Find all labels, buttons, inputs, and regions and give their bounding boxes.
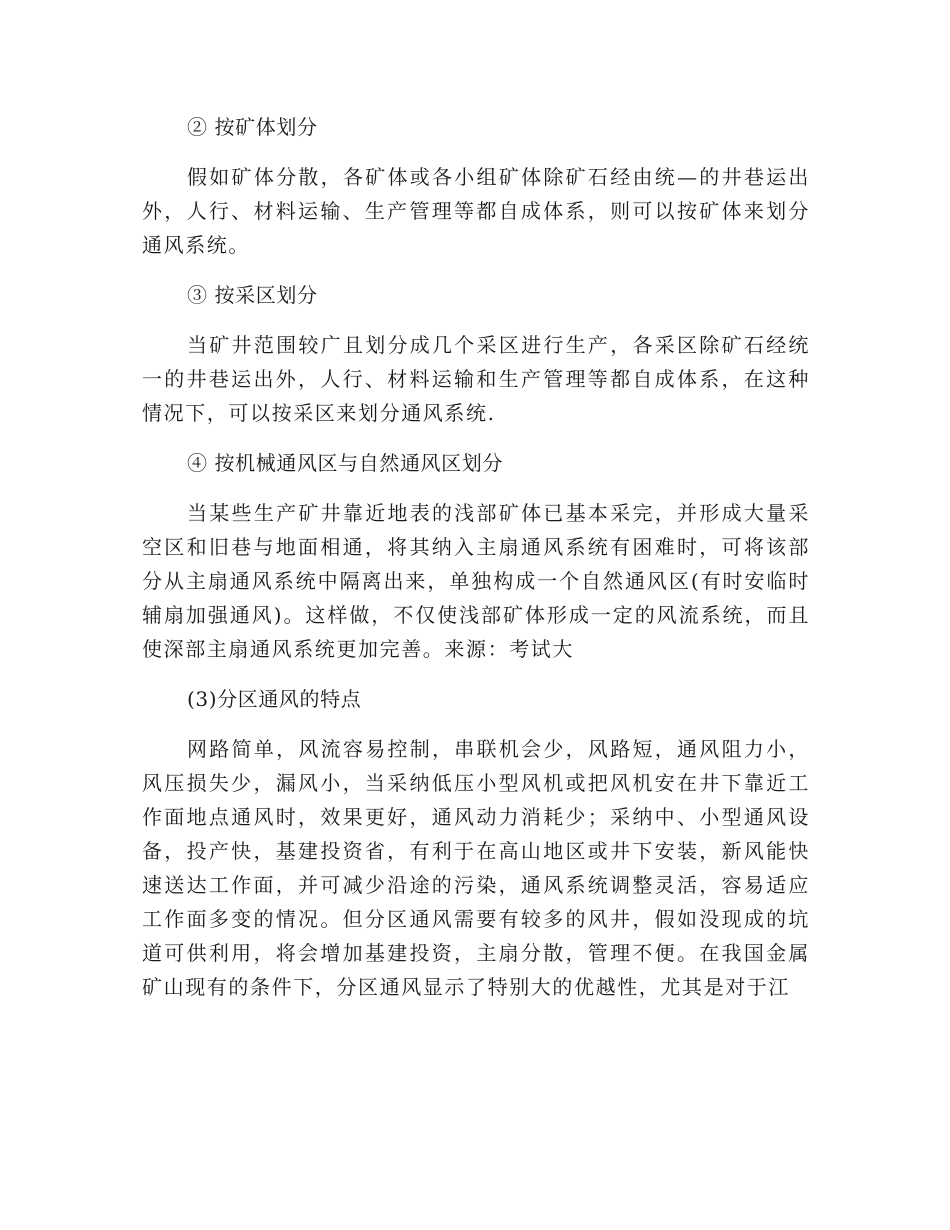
paragraph-mechanical-natural: 当某些生产矿井靠近地表的浅部矿体已基本采完，并形成大量采空区和旧巷与地面相通，将其纳入主扇通风系统有困难时，可将该部分从主扇通风系统中隔离出来，单独构成一个自然通风区(有时安临时辅扇加强通风)。这样做，不仅使浅部矿体形成一定的风流系统，而且使深部主扇通风系统更加完善。来源：考试大 — [142, 501, 810, 661]
section-heading-mechanical-natural: ④ 按机械通风区与自然通风区划分 — [187, 451, 503, 475]
section-heading-by-orebody: ② 按矿体划分 — [187, 115, 318, 139]
document-body — [142, 110, 810, 1020]
section-heading-zoned-features: (3)分区通风的特点 — [187, 687, 362, 711]
paragraph-by-orebody: 假如矿体分散，各矿体或各小组矿体除矿石经由统—的井巷运出外，人行、材料运输、生产管理等都自成体系，则可以按矿体来划分通风系统。 — [142, 165, 810, 257]
paragraph-by-mining-area: 当矿井范围较广且划分成几个采区进行生产，各采区除矿石经统一的井巷运出外，人行、材料运输和生产管理等都自成体系，在这种情况下，可以按采区来划分通风系统. — [142, 333, 810, 425]
section-heading-by-mining-area: ③ 按采区划分 — [187, 283, 318, 307]
paragraph-zoned-features: 网路简单，风流容易控制，串联机会少，风路短，通风阻力小，风压损失少，漏风小，当采纳低压小型风机或把风机安在井下靠近工作面地点通风时，效果更好，通风动力消耗少；采纳中、小型通风设备，投产快，基建投资省，有利于在高山地区或井下安装，新风能快速送达工作面，并可减少沿途的污染，通风系统调整灵活，容易适应工作面多变的情况。但分区通风需要有较多的风井，假如没现成的坑道可供利用，将会增加基建投资，主扇分散，管理不便。在我国金属矿山现有的条件下，分区通风显示了特别大的优越性，尤其是对于江 — [142, 737, 810, 999]
